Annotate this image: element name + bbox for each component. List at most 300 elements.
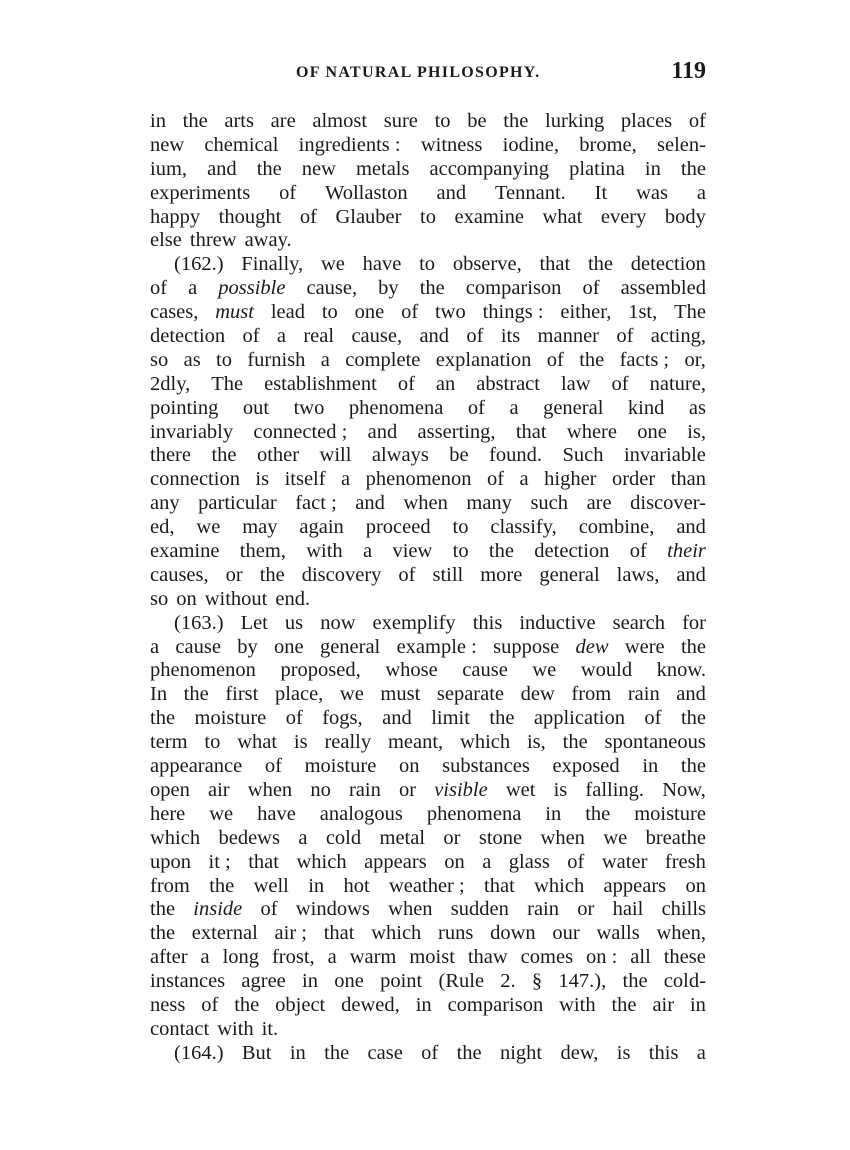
- word: new: [150, 133, 185, 156]
- word: with: [217, 1017, 254, 1040]
- word: detection: [630, 253, 706, 276]
- word: found.: [489, 444, 543, 467]
- word: of: [582, 277, 600, 300]
- word: moist: [409, 946, 455, 969]
- word: general: [539, 563, 600, 586]
- word: of: [421, 1041, 439, 1064]
- word: selen-: [657, 133, 706, 156]
- text-line: [150, 134, 706, 158]
- word: (162.): [174, 253, 224, 276]
- word: and: [382, 707, 412, 730]
- word: that: [248, 850, 279, 873]
- word: rain: [527, 898, 559, 921]
- word: that: [323, 922, 355, 945]
- word: is,: [687, 420, 706, 443]
- word: phenomena: [426, 802, 522, 825]
- word: on: [444, 850, 465, 873]
- word: be: [467, 110, 487, 132]
- word: a: [363, 540, 373, 563]
- word: point: [380, 970, 423, 993]
- word: which: [534, 874, 585, 897]
- word: that: [484, 874, 515, 897]
- word: falling.: [585, 778, 645, 801]
- word: (163.): [174, 611, 224, 634]
- word: view: [392, 540, 433, 563]
- text-line: [150, 731, 706, 755]
- word: upon: [150, 850, 191, 873]
- word: was: [636, 181, 668, 204]
- word: on: [685, 874, 706, 897]
- word: ingredients :: [298, 133, 401, 156]
- word: Wollaston: [325, 181, 408, 204]
- word: from: [150, 874, 190, 897]
- word: frost,: [271, 946, 315, 969]
- word: when: [247, 778, 293, 801]
- word: such: [530, 492, 569, 515]
- text-line: [150, 229, 706, 253]
- word: the: [562, 731, 588, 754]
- word: a: [509, 396, 519, 419]
- word: particular: [198, 492, 277, 515]
- word: again: [299, 516, 344, 539]
- text-line: [150, 755, 706, 779]
- word: and: [676, 683, 706, 706]
- book-page: [150, 58, 706, 1066]
- word: in: [308, 874, 325, 897]
- word: dew: [520, 683, 555, 706]
- word: analogous: [319, 802, 403, 825]
- word: asserting,: [417, 420, 496, 443]
- text-line: [150, 325, 706, 349]
- word: on: [398, 755, 420, 778]
- word: search: [612, 611, 666, 634]
- word: platina: [569, 157, 625, 180]
- word: furnish: [247, 348, 306, 371]
- word: moisture: [304, 755, 377, 778]
- word: or,: [684, 348, 706, 371]
- word: detection: [534, 540, 610, 563]
- word: accompanying: [429, 157, 550, 180]
- word: comparison: [465, 277, 562, 300]
- word: is: [293, 731, 308, 754]
- word: were: [624, 635, 665, 658]
- text-line: [150, 373, 706, 397]
- word: the: [680, 157, 706, 180]
- word: or: [577, 898, 595, 921]
- word: of: [201, 993, 219, 1016]
- word: appears: [603, 874, 667, 897]
- word: or: [443, 826, 461, 849]
- word: of: [611, 372, 629, 395]
- word: detection: [150, 325, 226, 348]
- word: possible: [218, 277, 286, 300]
- word: of: [279, 181, 297, 204]
- word: of: [644, 707, 662, 730]
- text-line: [150, 659, 706, 683]
- word: It: [594, 181, 608, 204]
- word: there: [150, 444, 191, 467]
- word: one: [354, 301, 385, 324]
- word: in: [415, 993, 432, 1016]
- word: suppose: [493, 635, 560, 658]
- word: external: [191, 922, 258, 945]
- word: to: [216, 348, 232, 371]
- word: of: [629, 540, 647, 563]
- word: their: [667, 540, 706, 563]
- word: places: [620, 110, 673, 132]
- word: a: [150, 635, 160, 658]
- word: we: [532, 659, 557, 682]
- word: that: [539, 253, 571, 276]
- word: cause,: [306, 277, 358, 300]
- word: the: [150, 898, 176, 921]
- word: agree: [241, 970, 286, 993]
- word: the: [182, 110, 208, 132]
- word: of: [467, 396, 485, 419]
- word: examine: [150, 540, 220, 563]
- word: lurking: [545, 110, 605, 132]
- word: the: [488, 540, 514, 563]
- word: dewed,: [341, 993, 400, 1016]
- word: inductive: [519, 611, 596, 634]
- word: and: [676, 563, 706, 586]
- word: its: [500, 325, 521, 348]
- word: dew,: [560, 1041, 599, 1064]
- word: when: [540, 826, 585, 849]
- word: (Rule: [438, 970, 485, 993]
- word: the: [585, 802, 611, 825]
- word: down: [490, 922, 536, 945]
- word: a: [696, 181, 706, 204]
- word: a: [188, 277, 198, 300]
- text-line: [150, 301, 706, 325]
- word: of: [466, 325, 484, 348]
- word: always: [371, 444, 429, 467]
- word: appears: [364, 850, 427, 873]
- word: brome,: [579, 133, 637, 156]
- word: chills: [661, 898, 706, 921]
- word: ium,: [150, 157, 188, 180]
- word: by: [237, 635, 258, 658]
- word: so: [150, 348, 169, 371]
- word: Such: [562, 444, 604, 467]
- page-number: 119: [671, 58, 706, 84]
- text-line: [150, 158, 706, 182]
- word: 1st,: [628, 301, 658, 324]
- word: phenomenon: [365, 468, 472, 491]
- word: are: [586, 492, 612, 515]
- word: the: [489, 707, 515, 730]
- word: almost: [312, 110, 368, 132]
- word: law: [560, 372, 591, 395]
- word: two: [293, 396, 325, 419]
- word: which: [460, 731, 511, 754]
- word: a: [276, 325, 287, 348]
- running-head: [150, 58, 706, 94]
- word: of: [616, 325, 634, 348]
- word: we: [209, 802, 234, 825]
- word: hail: [612, 898, 644, 921]
- word: and: [436, 181, 467, 204]
- word: in: [644, 157, 661, 180]
- word: must: [380, 683, 421, 706]
- word: establishment: [264, 372, 377, 395]
- word: which: [296, 850, 347, 873]
- text-line: [150, 540, 706, 564]
- word: the: [622, 970, 648, 993]
- word: higher: [544, 468, 597, 491]
- word: a: [341, 468, 351, 491]
- word: of: [150, 277, 168, 300]
- word: invariable: [623, 444, 706, 467]
- word: with: [559, 993, 596, 1016]
- word: to: [452, 540, 469, 563]
- word: 147.),: [558, 970, 607, 993]
- word: the: [503, 110, 529, 132]
- word: manner: [537, 325, 600, 348]
- word: of: [299, 205, 317, 228]
- word: thought: [218, 205, 282, 228]
- word: out: [242, 396, 270, 419]
- word: order: [611, 468, 656, 491]
- text-line: [150, 683, 706, 707]
- word: the: [579, 348, 605, 371]
- word: complete: [345, 348, 421, 371]
- word: cold: [325, 826, 362, 849]
- word: the: [183, 683, 209, 706]
- word: are: [270, 110, 296, 132]
- word: have: [362, 253, 402, 276]
- text-line: [150, 349, 706, 373]
- word: of: [688, 110, 706, 132]
- word: a: [482, 850, 492, 873]
- word: is: [255, 468, 270, 491]
- word: and: [676, 516, 706, 539]
- word: first: [225, 683, 259, 706]
- word: the: [419, 277, 445, 300]
- word: ed,: [150, 516, 175, 539]
- word: fact ;: [295, 492, 337, 515]
- word: comparison: [447, 993, 544, 1016]
- text-line: [150, 397, 706, 421]
- word: in: [302, 970, 318, 993]
- word: it ;: [208, 850, 231, 873]
- word: as: [688, 396, 706, 419]
- body-text: [150, 110, 706, 1066]
- word: many: [466, 492, 512, 515]
- word: In: [150, 683, 168, 706]
- word: general: [319, 635, 381, 658]
- word: the: [680, 707, 706, 730]
- word: bedews: [218, 826, 280, 849]
- word: connection: [150, 468, 240, 491]
- text-line: [150, 898, 706, 922]
- word: of: [487, 468, 505, 491]
- word: of: [567, 850, 585, 873]
- word: than: [670, 468, 706, 491]
- word: whose: [385, 659, 438, 682]
- word: connected ;: [253, 420, 348, 443]
- word: things :: [482, 301, 544, 324]
- word: body: [664, 205, 706, 228]
- word: what: [237, 731, 278, 754]
- word: when: [403, 492, 448, 515]
- word: metals: [355, 157, 410, 180]
- word: glass: [508, 850, 550, 873]
- word: acting,: [650, 325, 706, 348]
- word: or: [398, 778, 417, 801]
- word: now: [320, 611, 356, 634]
- word: to: [434, 110, 451, 132]
- word: when,: [656, 922, 706, 945]
- word: Let: [240, 611, 268, 634]
- word: term: [150, 731, 188, 754]
- text-line: [150, 588, 706, 612]
- word: which: [371, 922, 422, 945]
- text-line: [150, 827, 706, 851]
- text-line: [150, 492, 706, 516]
- word: may: [242, 516, 278, 539]
- word: air: [208, 778, 230, 801]
- word: appearance: [150, 755, 243, 778]
- word: weather ;: [389, 874, 465, 897]
- text-line: [150, 277, 706, 301]
- word: stone: [478, 826, 523, 849]
- word: end.: [275, 587, 311, 610]
- word: to: [321, 301, 338, 324]
- word: classify,: [490, 516, 557, 539]
- word: cases,: [150, 301, 199, 324]
- text-line: [150, 253, 706, 277]
- word: real: [303, 325, 335, 348]
- word: of: [401, 301, 419, 324]
- word: is: [616, 1041, 631, 1064]
- word: windows: [295, 898, 370, 921]
- word: of: [260, 898, 278, 921]
- word: is,: [526, 731, 546, 754]
- word: cause: [175, 635, 221, 658]
- text-line: [150, 1042, 706, 1066]
- word: in: [545, 802, 562, 825]
- word: this: [648, 1041, 679, 1064]
- word: our: [552, 922, 580, 945]
- word: the: [150, 707, 176, 730]
- text-line: [150, 875, 706, 899]
- word: spontaneous: [604, 731, 706, 754]
- word: meant,: [387, 731, 444, 754]
- word: we: [320, 253, 345, 276]
- word: cause,: [351, 325, 403, 348]
- word: long: [222, 946, 260, 969]
- word: The: [674, 301, 706, 324]
- word: from: [571, 683, 612, 706]
- word: a: [519, 468, 529, 491]
- word: warm: [349, 946, 397, 969]
- word: Glauber: [335, 205, 402, 228]
- word: contact: [150, 1017, 210, 1040]
- word: the: [324, 1041, 350, 1064]
- word: discovery: [301, 563, 382, 586]
- word: abstract: [476, 372, 540, 395]
- word: an: [435, 372, 456, 395]
- word: kind: [627, 396, 665, 419]
- text-line: [150, 946, 706, 970]
- word: cause: [462, 659, 508, 682]
- word: the: [680, 755, 706, 778]
- word: more: [480, 563, 523, 586]
- word: it.: [261, 1017, 279, 1040]
- word: with: [306, 540, 343, 563]
- word: of: [397, 372, 415, 395]
- running-title: OF NATURAL PHILOSOPHY.: [296, 64, 541, 81]
- word: (164.): [174, 1041, 224, 1064]
- word: nature,: [649, 372, 706, 395]
- word: in: [689, 993, 706, 1016]
- word: night: [499, 1041, 543, 1064]
- text-line: [150, 206, 706, 230]
- word: no: [310, 778, 331, 801]
- word: the: [611, 993, 637, 1016]
- word: new: [301, 157, 336, 180]
- word: runs: [438, 922, 474, 945]
- text-line: [150, 707, 706, 731]
- word: as: [183, 348, 201, 371]
- word: is: [553, 778, 568, 801]
- word: a: [327, 946, 337, 969]
- word: example :: [396, 635, 477, 658]
- word: exposed: [552, 755, 620, 778]
- word: lead: [270, 301, 305, 324]
- word: phenomena: [348, 396, 444, 419]
- word: exemplify: [372, 611, 456, 634]
- text-line: [150, 803, 706, 827]
- word: and: [207, 157, 237, 180]
- word: fresh: [664, 850, 706, 873]
- text-line: [150, 612, 706, 636]
- word: must: [215, 301, 254, 324]
- word: where: [566, 420, 617, 443]
- word: a: [200, 946, 210, 969]
- word: discover-: [630, 492, 706, 515]
- word: hot: [343, 874, 370, 897]
- word: the: [256, 157, 282, 180]
- word: witness: [420, 133, 483, 156]
- word: would: [580, 659, 633, 682]
- word: 2.: [500, 970, 516, 993]
- word: the: [259, 563, 285, 586]
- word: when: [388, 898, 433, 921]
- text-line: [150, 182, 706, 206]
- word: The: [211, 372, 244, 395]
- word: and: [419, 325, 450, 348]
- word: to: [452, 516, 469, 539]
- word: a: [320, 348, 330, 371]
- word: this: [472, 611, 503, 634]
- word: have: [257, 802, 296, 825]
- word: proceed: [365, 516, 431, 539]
- word: itself: [284, 468, 326, 491]
- word: every: [600, 205, 647, 228]
- word: experiments: [150, 181, 251, 204]
- word: walls: [596, 922, 640, 945]
- word: threw: [189, 229, 237, 252]
- word: application: [533, 707, 625, 730]
- word: really: [324, 731, 372, 754]
- word: limit: [431, 707, 470, 730]
- word: laws,: [616, 563, 660, 586]
- word: after: [150, 946, 188, 969]
- word: to: [419, 253, 436, 276]
